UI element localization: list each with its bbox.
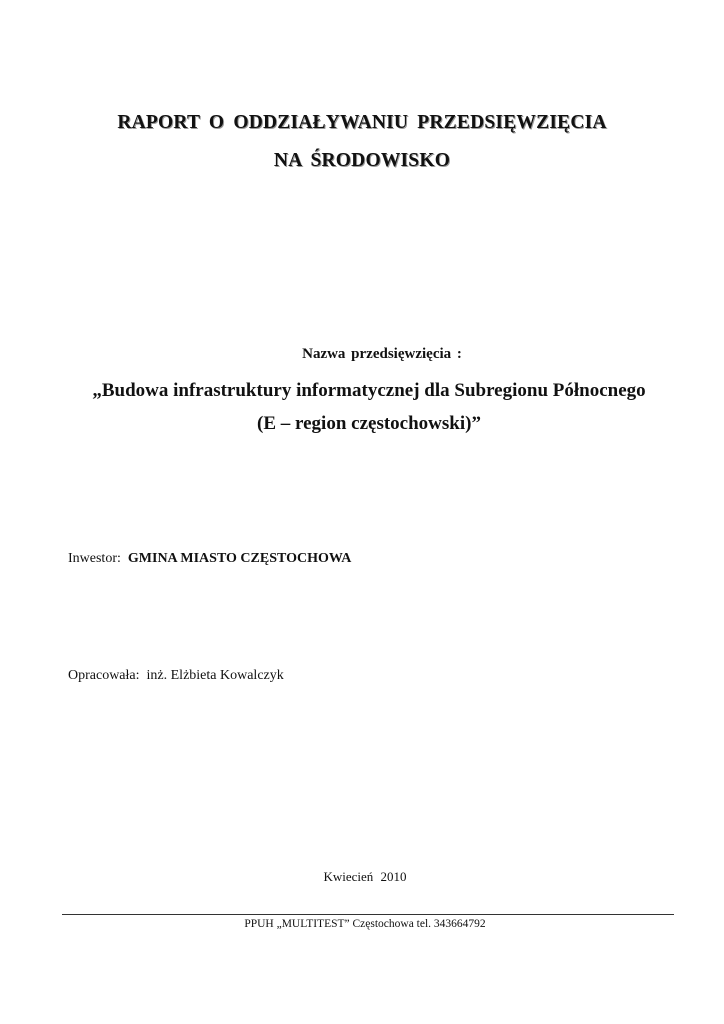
project-name-line-2: (E – region częstochowski)” [257,413,481,434]
project-label: Nazwa przedsięwzięcia : [302,346,462,362]
project-name-line-1: „Budowa infrastruktury informatycznej dla Subregionu Północnego [92,380,646,401]
investor-value: GMINA MIASTO CZĘSTOCHOWA [127,551,352,566]
author-label: Opracowała: [68,668,140,683]
author-value: inż. Elżbieta Kowalczyk [146,668,284,683]
project-name [40,374,698,440]
report-title [40,104,684,180]
investor-line [68,551,351,567]
investor-label: Inwestor: [68,551,121,566]
author-line [68,668,284,684]
footer-divider [62,914,674,915]
title-line-1: RAPORT O ODDZIAŁYWANIU PRZEDSIĘWZIĘCIA [117,112,607,133]
title-line-2: NA ŚRODOWISKO [273,150,451,171]
footer-text: PPUH „MULTITEST” Częstochowa tel. 343664792 [244,918,486,930]
document-date: Kwiecień 2010 [323,869,407,884]
